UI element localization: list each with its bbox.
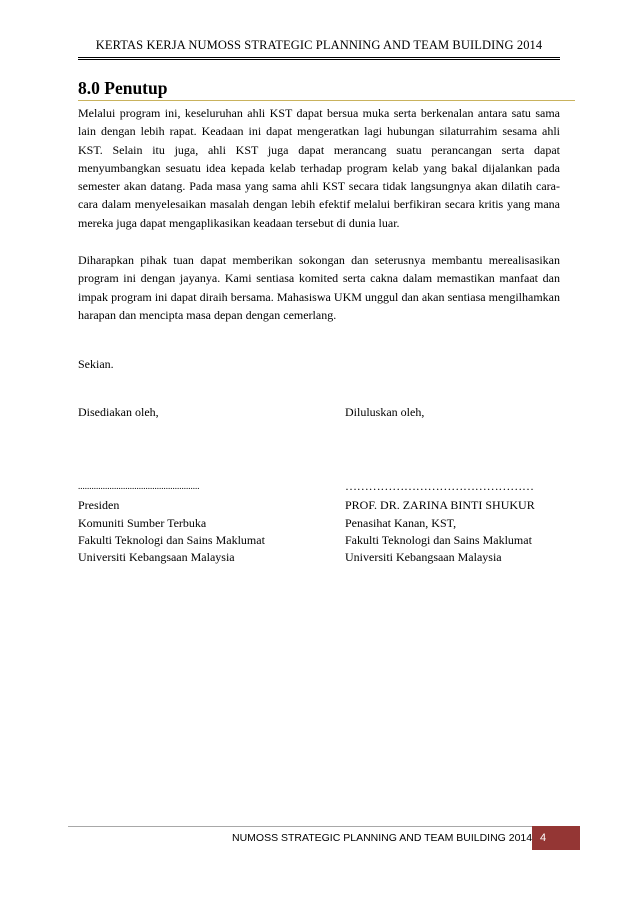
prepared-by-label: Disediakan oleh, <box>78 405 159 419</box>
signatory-organization: Komuniti Sumber Terbuka <box>78 515 207 530</box>
closing-paragraph-1: Melalui program ini, keseluruhan ahli KST dapat bersua muka serta berkenalan antara satu sama lain dengan lebih rapat. Keadaan ini dapat mengeratkan lagi hubungan silaturrahim sesama ahli KST. Selain itu juga, ahli KST juga dapat merancang suatu perancangan serta dapat menyumbangkan sesuatu idea kepada kelab terhadap program kelab yang bakal dijalankan pada semester akan datang. Pada masa yang sama ahli KST secara tidak langsungnya akan dilatih cara-cara dalam menyelesaikan masalah dengan lebih efektif melalui berfikiran secara kritis yang mana mereka juga dapat mengaplikasikan keadaan tersebut di dunia luar. <box>78 106 560 230</box>
signatory-title: Presiden <box>78 498 120 513</box>
closing-salutation: Sekian. <box>78 357 114 371</box>
page-number-badge: 4 <box>532 826 580 850</box>
section-heading: 8.0 Penutup <box>78 78 168 98</box>
approver-faculty: Fakulti Teknologi dan Sains Maklumat <box>345 532 532 547</box>
approver-university: Universiti Kebangsaan Malaysia <box>345 550 502 565</box>
signature-line: ...................................................... <box>78 481 200 492</box>
signature-block-prepared-by <box>78 404 328 566</box>
closing-paragraph-2: Diharapkan pihak tuan dapat memberikan sokongan dan seterusnya membantu merealisasikan program ini dengan jayanya. Kami sentiasa komited serta cakna dalam memastikan manfaat dan impak program ini dapat diraih bersama. Mahasiswa UKM unggul dan akan sentiasa mengilhamkan harapan dan mencipta masa depan dengan cemerlang. <box>78 253 560 322</box>
approved-by-label: Diluluskan oleh, <box>345 405 425 419</box>
approver-name: PROF. DR. ZARINA BINTI SHUKUR <box>345 498 535 513</box>
signature-line: ………………………………………… <box>345 479 534 494</box>
approver-position: Penasihat Kanan, KST, <box>345 515 457 530</box>
footer-divider <box>68 826 568 827</box>
header-divider <box>78 57 560 58</box>
signature-block-approved-by <box>345 404 575 566</box>
signatory-university: Universiti Kebangsaan Malaysia <box>78 550 235 565</box>
heading-underline <box>78 100 575 101</box>
page-footer-title: NUMOSS STRATEGIC PLANNING AND TEAM BUILDING 2014 <box>232 832 533 844</box>
page-header-title: KERTAS KERJA NUMOSS STRATEGIC PLANNING AND TEAM BUILDING 2014 <box>95 38 543 52</box>
signatory-faculty: Fakulti Teknologi dan Sains Maklumat <box>78 532 265 547</box>
header-divider-secondary <box>78 59 560 60</box>
